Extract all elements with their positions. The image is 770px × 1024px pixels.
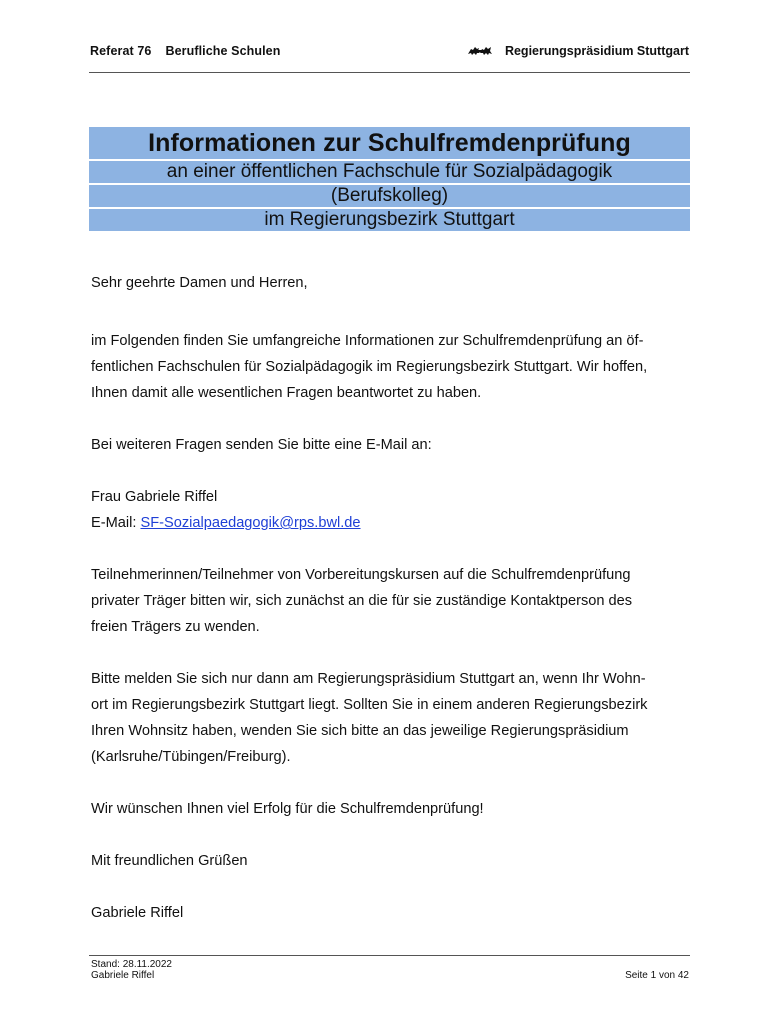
wish-text: Wir wünschen Ihnen viel Erfolg für die Schulfremdenprüfung! (91, 801, 484, 817)
header-authority (467, 44, 689, 58)
footer-divider (89, 955, 690, 956)
header-divider (89, 72, 690, 73)
subtitle-line-2: (Berufskolleg) (89, 185, 690, 207)
header-unit: Berufliche Schulen (165, 44, 281, 58)
registration-line-2: ort im Regierungsbezirk Stuttgart liegt. Sollten Sie in einem anderen Regierungsbezirk (91, 697, 648, 713)
subtitle-line-1: an einer öffentlichen Fachschule für Sozialpädagogik (89, 161, 690, 183)
closing-text: Mit freundlichen Grüßen (91, 853, 248, 869)
intro-line-1: im Folgenden finden Sie umfangreiche Informationen zur Schulfremdenprüfung an öf- (91, 333, 644, 349)
registration-line-3: Ihren Wohnsitz haben, wenden Sie sich bitte an das jeweilige Regierungspräsidium (91, 723, 629, 739)
footer-date: Stand: 28.11.2022 (91, 959, 172, 970)
contact-name: Frau Gabriele Riffel (91, 489, 218, 505)
footer-author: Gabriele Riffel (91, 970, 155, 981)
subtitle-line-3: im Regierungsbezirk Stuttgart (89, 209, 690, 231)
private-line-1: Teilnehmerinnen/Teilnehmer von Vorbereitungskursen auf die Schulfremdenprüfung (91, 567, 631, 583)
email-link[interactable]: SF-Sozialpaedagogik@rps.bwl.de (140, 515, 361, 531)
page-number: Seite 1 von 42 (625, 970, 689, 981)
header-department (90, 44, 280, 58)
email-line (91, 510, 691, 536)
footer-meta (91, 959, 172, 981)
questions-text: Bei weiteren Fragen senden Sie bitte eine E-Mail an: (91, 437, 432, 453)
registration-line-4: (Karlsruhe/Tübingen/Freiburg). (91, 749, 291, 765)
intro-line-3: Ihnen damit alle wesentlichen Fragen beantwortet zu haben. (91, 385, 482, 401)
intro-line-2: fentlichen Fachschulen für Sozialpädagogik im Regierungsbezirk Stuttgart. Wir hoffen, (91, 359, 648, 375)
private-line-2: privater Träger bitten wir, sich zunächst an die für sie zuständige Kontaktperson des (91, 593, 633, 609)
header-department-number: Referat 76 (90, 44, 152, 58)
registration-line-1: Bitte melden Sie sich nur dann am Regierungspräsidium Stuttgart an, wenn Ihr Wohn- (91, 671, 646, 687)
coat-of-arms-lions-icon (467, 44, 493, 58)
email-label: E-Mail: (91, 515, 141, 531)
private-line-3: freien Trägers zu wenden. (91, 619, 260, 635)
salutation: Sehr geehrte Damen und Herren, (91, 275, 308, 291)
page-title: Informationen zur Schulfremdenprüfung (89, 127, 690, 159)
letter-body (91, 270, 691, 926)
header-authority-label: Regierungspräsidium Stuttgart (504, 44, 689, 58)
title-block (89, 127, 690, 233)
signature: Gabriele Riffel (91, 905, 184, 921)
